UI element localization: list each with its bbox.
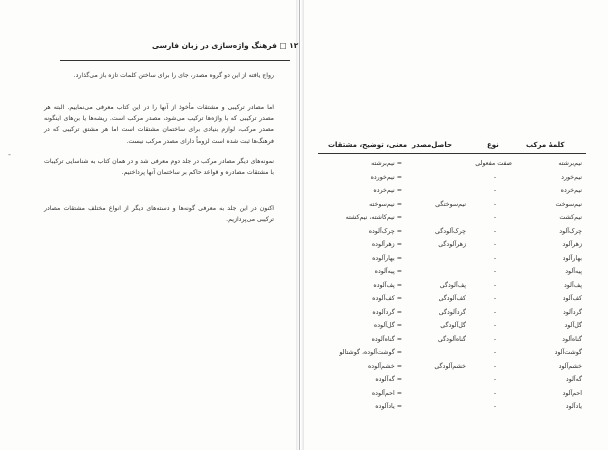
verbal-noun-cell: پف‌آلودگی bbox=[439, 281, 466, 289]
compound-word-cell: نیم‌کشت bbox=[559, 214, 582, 221]
type-cell: - bbox=[493, 295, 497, 302]
table-row bbox=[0, 309, 608, 322]
type-cell: - bbox=[493, 254, 497, 262]
verbal-noun-cell: کف‌آلودگی bbox=[438, 295, 466, 302]
meaning-cell: = نیم‌خورده bbox=[370, 173, 402, 181]
meaning-cell: = یادآلوده bbox=[375, 403, 402, 410]
compound-word-cell: بهارآلود bbox=[562, 254, 582, 262]
header-type: نوع bbox=[487, 141, 499, 149]
type-cell: - bbox=[493, 214, 497, 221]
table-row bbox=[0, 295, 608, 308]
type-cell: صفت مفعولی bbox=[475, 160, 512, 167]
table-row bbox=[0, 241, 608, 254]
compound-word-cell: گناه‌آلود bbox=[562, 335, 582, 343]
compound-word-cell: گوشت‌آلود bbox=[554, 349, 582, 356]
running-head-rule bbox=[60, 60, 290, 61]
compound-word-cell: زهرآلود bbox=[562, 241, 582, 248]
table-row bbox=[0, 363, 608, 376]
type-cell: - bbox=[493, 322, 497, 329]
meaning-cell: = احم‌آلوده bbox=[371, 389, 402, 397]
compound-word-cell: چرک‌آلود bbox=[559, 227, 582, 235]
verbal-noun-cell: نیم‌سوختگی bbox=[435, 200, 466, 208]
body-paragraph: اما مصادر ترکیبی و مشتقات مأخوذ از آنها را در این کتاب معرفی می‌نماییم. البته هر مصدر ترکیبی که با واژه‌ها ترکیب می‌شود، مصدر مرکب است. ریشه‌ها یا بن‌های اینگونه مصدر مرکب، لوازم بنیادی برای ساختمان مشتقات است اما هر مشتق ترکیبی که در فرهنگ‌ها ثبت شده است لزوماً دارای مصدر مرکب نیست. bbox=[44, 104, 274, 145]
compound-word-cell: پیه‌آلود bbox=[565, 268, 582, 275]
compound-word-cell: کف‌آلود bbox=[562, 295, 582, 302]
verbal-noun-cell: زهرآلودگی bbox=[438, 241, 466, 248]
compound-word-cell: احم‌آلود bbox=[562, 389, 582, 397]
table-header-rule bbox=[318, 153, 586, 154]
header-meaning: معنی، توضیح، مشتقات bbox=[328, 141, 408, 149]
meaning-cell: = نیم‌خرده bbox=[373, 187, 402, 194]
type-cell: - bbox=[493, 187, 497, 194]
header-verbal-noun: حاصل‌مصدر bbox=[412, 141, 452, 149]
type-cell: - bbox=[493, 335, 497, 343]
table-row bbox=[0, 322, 608, 335]
compound-word-cell: نیم‌خرده bbox=[560, 187, 582, 194]
verbal-noun-cell: گناه‌آلودگی bbox=[437, 335, 466, 343]
meaning-cell: = نیم‌برشته bbox=[371, 160, 402, 167]
type-cell: - bbox=[493, 349, 497, 356]
meaning-cell: = گل‌آلوده bbox=[373, 322, 402, 329]
verbal-noun-cell: گردآلودگی bbox=[438, 308, 466, 316]
type-cell: - bbox=[493, 376, 497, 383]
type-cell: - bbox=[493, 227, 497, 235]
meaning-cell: = چرک‌آلوده bbox=[368, 227, 402, 235]
table-row bbox=[0, 187, 608, 200]
table-row bbox=[0, 214, 608, 227]
table-row bbox=[0, 228, 608, 241]
type-cell: - bbox=[493, 241, 497, 248]
meaning-cell: = زهرآلوده bbox=[371, 241, 402, 248]
compound-word-cell: یادآلود bbox=[565, 403, 582, 410]
meaning-cell: = پف‌آلوده bbox=[373, 281, 402, 289]
meaning-cell: = نیم‌کاشته، نیم‌کشته bbox=[345, 214, 402, 221]
meaning-cell: = پیه‌آلوده bbox=[374, 268, 402, 275]
table-row bbox=[0, 403, 608, 416]
table-row bbox=[0, 336, 608, 349]
compound-word-cell: نیم‌برشته bbox=[558, 160, 582, 167]
compound-word-cell: نیم‌خورد bbox=[561, 173, 582, 181]
table-row bbox=[0, 390, 608, 403]
verbal-noun-cell: چرک‌آلودگی bbox=[435, 227, 466, 235]
meaning-cell: = گناه‌آلوده bbox=[371, 335, 402, 343]
compound-word-cell: خشم‌آلود bbox=[558, 362, 582, 370]
type-cell: - bbox=[493, 268, 497, 275]
table-row bbox=[0, 376, 608, 389]
table-row bbox=[0, 174, 608, 187]
type-cell: - bbox=[493, 200, 497, 208]
table-row bbox=[0, 201, 608, 214]
meaning-cell: = گه‌آلوده bbox=[375, 376, 402, 383]
body-paragraph: نمونه‌های دیگر مصادر مرکب در جلد دوم معرفی شد و در همان کتاب به شناسایی ترکیبات با مشتقات مصادره و قواعد حاکم بر ساختمان آنها پرداختیم. bbox=[44, 158, 274, 177]
running-head: ۱۲ □ فرهنگ واژه‌سازی در زبان فارسی bbox=[152, 41, 299, 50]
type-cell: - bbox=[493, 389, 497, 397]
type-cell: - bbox=[493, 362, 497, 370]
meaning-cell: = نیم‌سوخته bbox=[369, 200, 402, 208]
header-compound-word: کلمهٔ مرکب bbox=[526, 141, 565, 149]
margin-mark: - bbox=[8, 150, 11, 159]
table-row bbox=[0, 282, 608, 295]
type-cell: - bbox=[493, 281, 497, 289]
type-cell: - bbox=[493, 403, 497, 410]
compound-word-cell: گل‌آلود bbox=[564, 322, 582, 329]
table-row bbox=[0, 255, 608, 268]
meaning-cell: = خشم‌آلوده bbox=[367, 362, 402, 370]
compound-word-cell: گه‌آلود bbox=[565, 376, 582, 383]
compound-word-cell: گردآلود bbox=[562, 308, 582, 316]
meaning-cell: = بهارآلوده bbox=[372, 254, 402, 262]
meaning-cell: = گوشت‌آلوده، گوشتالو bbox=[339, 349, 402, 356]
table-row bbox=[0, 268, 608, 281]
table-row bbox=[0, 349, 608, 362]
verbal-noun-cell: گل‌آلودگی bbox=[440, 322, 466, 329]
type-cell: - bbox=[493, 308, 497, 316]
body-paragraph: اکنون در این جلد به معرفی گونه‌ها و دسته‌های دیگر از انواع مختلف مشتقات مصادر ترکیبی می‌پردازیم. bbox=[44, 205, 274, 224]
compound-word-cell: پف‌آلود bbox=[564, 281, 582, 289]
compound-word-cell: نیم‌سوخت bbox=[555, 200, 582, 208]
type-cell: - bbox=[493, 173, 497, 181]
verbal-noun-cell: خشم‌آلودگی bbox=[434, 362, 466, 370]
meaning-cell: = گردآلوده bbox=[372, 308, 402, 316]
meaning-cell: = کف‌آلوده bbox=[372, 295, 402, 302]
body-paragraph: رواج یافته از این دو گروه مصدر، جای را برای ساختن کلمات تازه باز می‌گذارد. bbox=[73, 72, 274, 79]
table-row bbox=[0, 160, 608, 173]
